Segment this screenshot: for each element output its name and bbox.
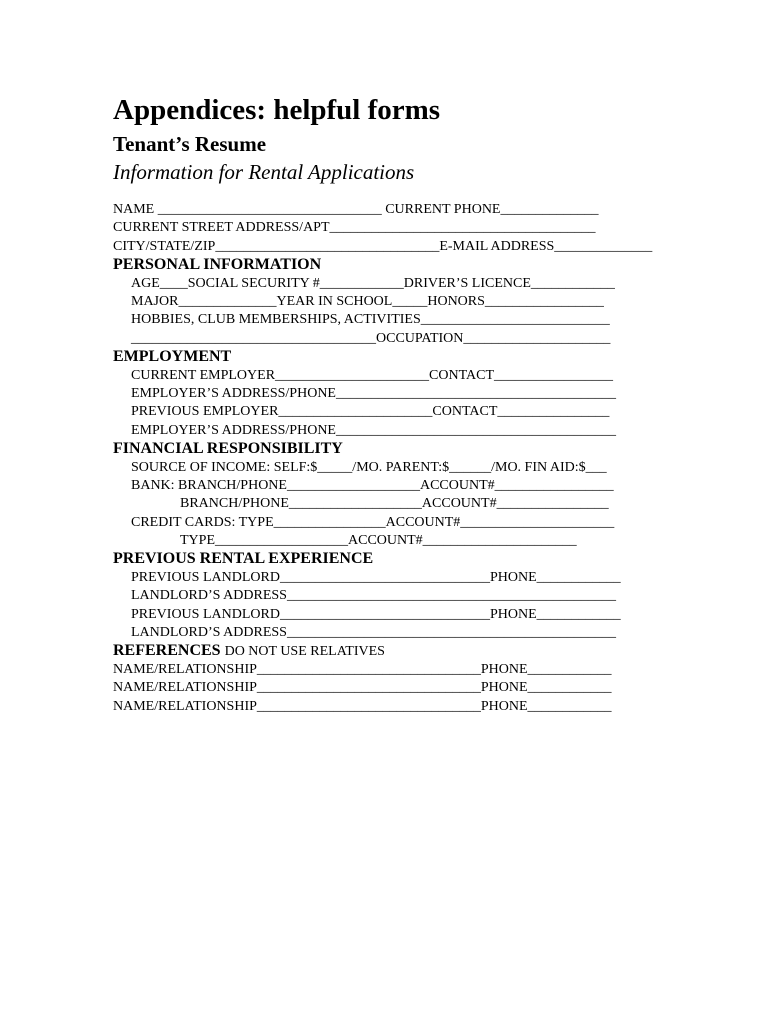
- credit-card-line: TYPE___________________ACCOUNT#______________________: [180, 532, 577, 548]
- section-heading-employment: EMPLOYMENT: [113, 347, 232, 365]
- previous-landlord-line: PREVIOUS LANDLORD______________________________PHONE____________: [131, 606, 621, 622]
- previous-landlord-line: PREVIOUS LANDLORD______________________________PHONE____________: [131, 569, 621, 585]
- credit-card-line: CREDIT CARDS: TYPE________________ACCOUNT#______________________: [131, 514, 615, 530]
- address-line: CURRENT STREET ADDRESS/APT______________________________________: [113, 220, 596, 236]
- age-line: AGE____SOCIAL SECURITY #____________DRIVER’S LICENCE____________: [131, 275, 615, 291]
- hobbies-line: HOBBIES, CLUB MEMBERSHIPS, ACTIVITIES___________________________: [131, 312, 610, 328]
- employer-address-line: EMPLOYER’S ADDRESS/PHONE________________________________________: [131, 385, 616, 401]
- landlord-address-line: LANDLORD’S ADDRESS_______________________________________________: [131, 624, 616, 640]
- bank-line: BANK: BRANCH/PHONE___________________ACCOUNT#_________________: [131, 477, 614, 493]
- employer-address-line: EMPLOYER’S ADDRESS/PHONE________________________________________: [131, 422, 616, 438]
- major-line: MAJOR______________YEAR IN SCHOOL_____HONORS_________________: [131, 293, 604, 309]
- reference-line: NAME/RELATIONSHIP________________________________PHONE____________: [113, 698, 612, 714]
- current-employer-line: CURRENT EMPLOYER______________________CONTACT_________________: [131, 367, 614, 383]
- reference-line: NAME/RELATIONSHIP________________________________PHONE____________: [113, 661, 612, 677]
- section-heading-rental: PREVIOUS RENTAL EXPERIENCE: [113, 550, 374, 568]
- occupation-line: ___________________________________OCCUPATION_____________________: [131, 330, 611, 346]
- page-caption: Information for Rental Applications: [113, 160, 415, 184]
- landlord-address-line: LANDLORD’S ADDRESS_______________________________________________: [131, 588, 616, 604]
- document-page: [113, 90, 658, 716]
- bank-line: BRANCH/PHONE___________________ACCOUNT#________________: [180, 496, 609, 512]
- page-subtitle: Tenant’s Resume: [113, 132, 267, 156]
- page-title: Appendices: helpful forms: [113, 94, 441, 126]
- section-heading-financial: FINANCIAL RESPONSIBILITY: [113, 439, 343, 457]
- tenant-resume-form: [113, 201, 658, 716]
- section-heading-references: [113, 642, 658, 661]
- city-email-line: CITY/STATE/ZIP________________________________E-MAIL ADDRESS______________: [113, 238, 653, 254]
- section-heading-personal: PERSONAL INFORMATION: [113, 255, 322, 273]
- name-line: NAME ________________________________ CURRENT PHONE______________: [113, 202, 599, 217]
- references-heading-label: REFERENCES: [113, 642, 221, 660]
- reference-line: NAME/RELATIONSHIP________________________________PHONE____________: [113, 680, 612, 696]
- income-line: SOURCE OF INCOME: SELF:$_____/MO. PARENT:$______/MO. FIN AID:$___: [131, 459, 607, 475]
- references-note: DO NOT USE RELATIVES: [224, 644, 385, 660]
- previous-employer-line: PREVIOUS EMPLOYER______________________CONTACT________________: [131, 404, 610, 420]
